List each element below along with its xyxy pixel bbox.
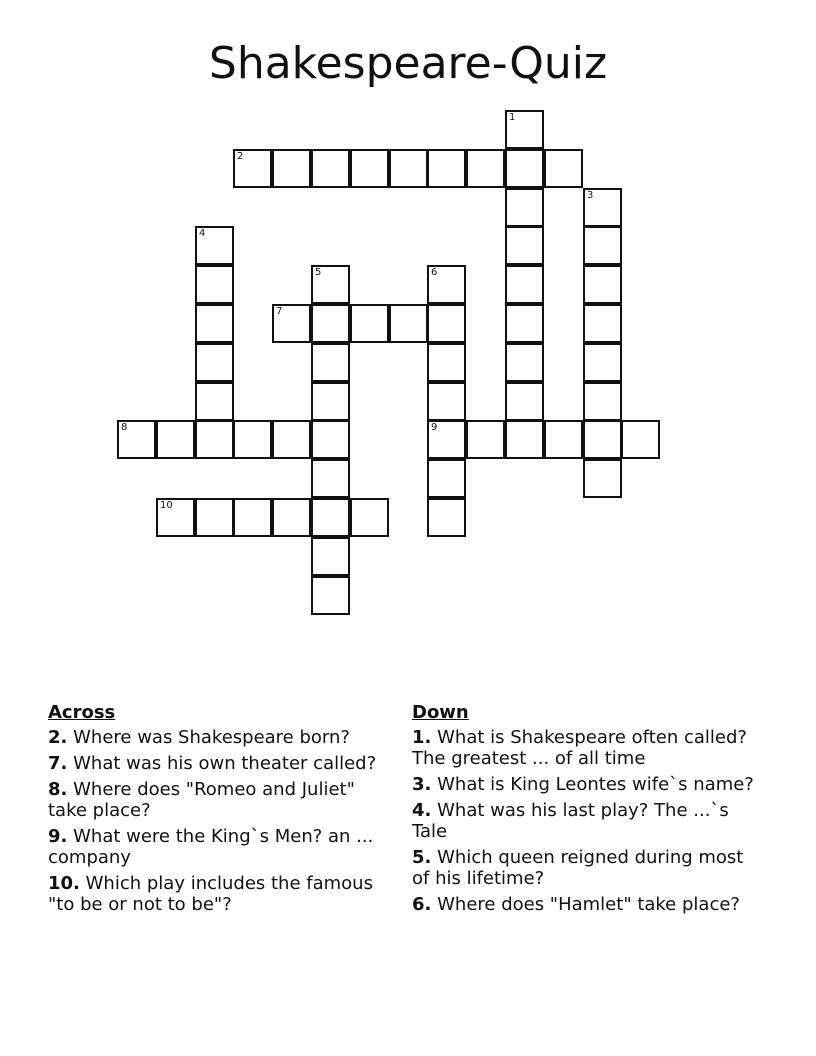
across-heading: Across [48, 702, 116, 723]
grid-cell[interactable] [427, 149, 466, 188]
clue-text: Where does "Romeo and Juliet" take place? [48, 779, 355, 821]
grid-cell[interactable] [272, 304, 311, 343]
down-clue [412, 727, 762, 769]
clue-number-label: 8 [121, 422, 128, 433]
grid-cell[interactable] [311, 343, 350, 382]
clue-text: What is Shakespeare often called? The greatest ... of all time [412, 727, 747, 769]
grid-cell[interactable] [311, 537, 350, 576]
down-clue [412, 800, 762, 842]
grid-cell[interactable] [427, 459, 466, 498]
clue-number: 9. [48, 826, 68, 847]
grid-cell[interactable] [505, 382, 544, 421]
clue-number: 7. [48, 753, 68, 774]
grid-cell[interactable] [195, 304, 234, 343]
grid-cell[interactable] [311, 420, 350, 459]
grid-cell[interactable] [544, 149, 583, 188]
clue-number-label: 4 [199, 228, 206, 239]
down-clue [412, 847, 762, 889]
grid-cell[interactable] [272, 498, 311, 537]
grid-cell[interactable] [195, 420, 234, 459]
clue-number: 3. [412, 774, 432, 795]
grid-cell[interactable] [505, 265, 544, 304]
clue-text: What is King Leontes wife`s name? [437, 774, 754, 795]
clue-text: What were the King`s Men? an ... company [48, 826, 374, 868]
down-clue [412, 774, 762, 795]
clue-text: Which queen reigned during most of his lifetime? [412, 847, 744, 889]
grid-cell[interactable] [195, 498, 234, 537]
grid-cell[interactable] [350, 149, 389, 188]
grid-cell[interactable] [621, 420, 660, 459]
clue-number: 1. [412, 727, 432, 748]
grid-cell[interactable] [427, 265, 466, 304]
grid-cell[interactable] [427, 382, 466, 421]
grid-cell[interactable] [583, 382, 622, 421]
grid-cell[interactable] [505, 188, 544, 227]
grid-cell[interactable] [156, 498, 195, 537]
grid-cell[interactable] [583, 304, 622, 343]
grid-cell[interactable] [311, 382, 350, 421]
down-heading: Down [412, 702, 469, 723]
down-clue [412, 894, 762, 915]
grid-cell[interactable] [389, 304, 428, 343]
clue-number-label: 10 [160, 500, 173, 511]
clue-number: 4. [412, 800, 432, 821]
clue-number: 5. [412, 847, 432, 868]
grid-cell[interactable] [466, 420, 505, 459]
clue-number-label: 1 [509, 112, 516, 123]
grid-cell[interactable] [311, 459, 350, 498]
across-clue [48, 826, 393, 868]
clue-text: Where was Shakespeare born? [73, 727, 350, 748]
across-clue [48, 753, 393, 774]
grid-cell[interactable] [233, 420, 272, 459]
clue-number: 6. [412, 894, 432, 915]
clue-text: Which play includes the famous "to be or not to be"? [48, 873, 373, 915]
clue-number-label: 9 [431, 422, 438, 433]
grid-cell[interactable] [350, 498, 389, 537]
clue-number-label: 3 [587, 190, 594, 201]
grid-cell[interactable] [233, 149, 272, 188]
grid-cell[interactable] [117, 420, 156, 459]
grid-cell[interactable] [505, 304, 544, 343]
grid-cell[interactable] [583, 188, 622, 227]
grid-cell[interactable] [311, 304, 350, 343]
grid-cell[interactable] [505, 149, 544, 188]
clue-number-label: 6 [431, 267, 438, 278]
across-clue [48, 779, 393, 821]
grid-cell[interactable] [195, 226, 234, 265]
clue-text: Where does "Hamlet" take place? [437, 894, 740, 915]
grid-cell[interactable] [389, 149, 428, 188]
grid-cell[interactable] [505, 226, 544, 265]
grid-cell[interactable] [427, 304, 466, 343]
clue-number: 10. [48, 873, 80, 894]
across-clue [48, 727, 393, 748]
clue-text: What was his own theater called? [73, 753, 377, 774]
grid-cell[interactable] [311, 265, 350, 304]
grid-cell[interactable] [195, 343, 234, 382]
grid-cell[interactable] [505, 343, 544, 382]
clue-text: What was his last play? The ...`s Tale [412, 800, 729, 842]
grid-cell[interactable] [350, 304, 389, 343]
clue-number-label: 7 [276, 306, 283, 317]
grid-cell[interactable] [583, 226, 622, 265]
across-clue [48, 873, 393, 915]
clue-number-label: 2 [237, 151, 244, 162]
grid-cell[interactable] [311, 576, 350, 615]
grid-cell[interactable] [505, 110, 544, 149]
grid-cell[interactable] [544, 420, 583, 459]
clue-number-label: 5 [315, 267, 322, 278]
across-clues [48, 702, 393, 920]
grid-cell[interactable] [311, 149, 350, 188]
grid-cell[interactable] [233, 498, 272, 537]
grid-cell[interactable] [505, 420, 544, 459]
grid-cell[interactable] [583, 343, 622, 382]
grid-cell[interactable] [272, 420, 311, 459]
down-clues [412, 702, 762, 920]
grid-cell[interactable] [427, 498, 466, 537]
page-title: Shakespeare-Quiz [208, 38, 608, 89]
clue-number: 2. [48, 727, 68, 748]
grid-cell[interactable] [272, 149, 311, 188]
grid-cell[interactable] [466, 149, 505, 188]
grid-cell[interactable] [195, 382, 234, 421]
grid-cell[interactable] [427, 420, 466, 459]
grid-cell[interactable] [583, 265, 622, 304]
grid-cell[interactable] [311, 498, 350, 537]
clue-number: 8. [48, 779, 68, 800]
grid-cell[interactable] [427, 343, 466, 382]
grid-cell[interactable] [583, 420, 622, 459]
grid-cell[interactable] [156, 420, 195, 459]
grid-cell[interactable] [195, 265, 234, 304]
grid-cell[interactable] [583, 459, 622, 498]
